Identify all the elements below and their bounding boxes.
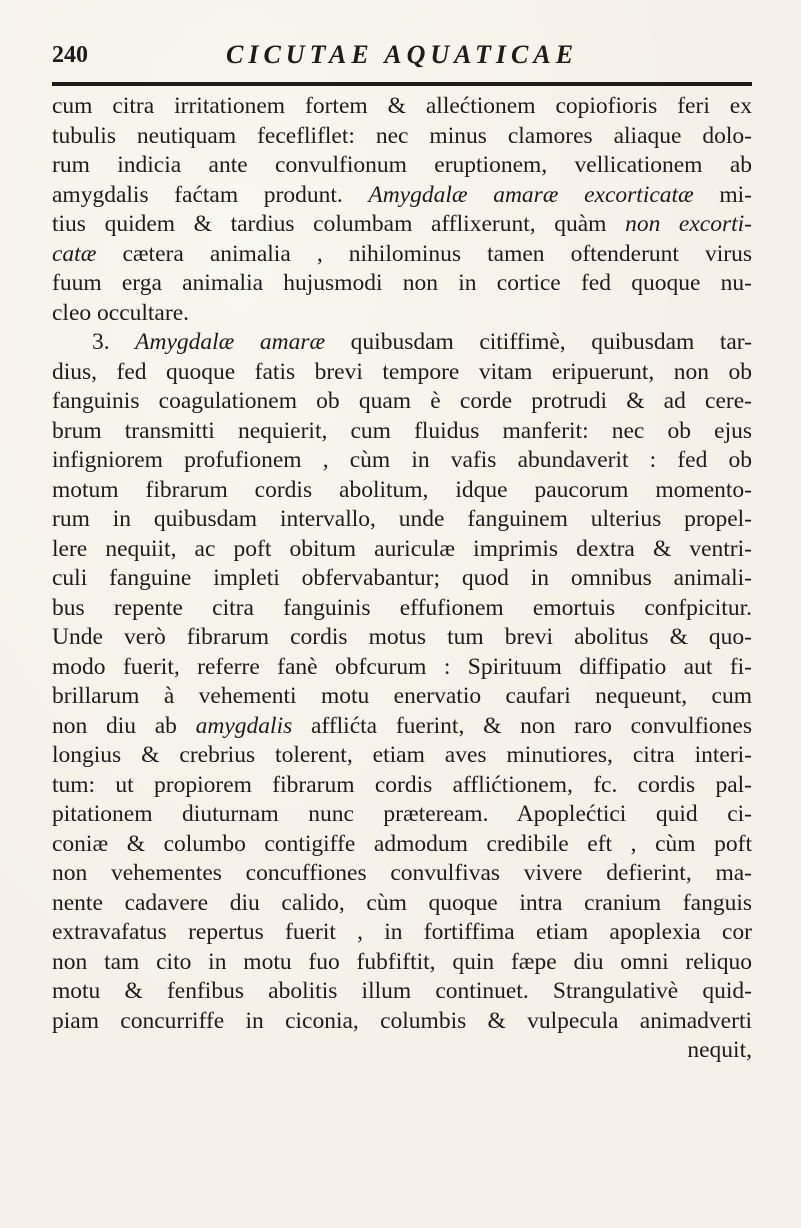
text-line: brum transmitti nequierit, cum fluidus manferit: nec ob ejus: [52, 417, 752, 444]
catchword: nequit,: [687, 1037, 752, 1063]
text-line: lere nequiit, ac poft obitum auriculæ imprimis dextra & ventri-: [52, 535, 752, 562]
running-title: CICUTAE AQUATICAE: [226, 40, 579, 69]
text-line: tubulis neutiquam fecefliflet: nec minus clamores aliaque dolo-: [52, 122, 752, 149]
text-line: nente cadavere diu calido, cùm quoque intra cranium fanguis: [52, 889, 752, 916]
text-line: non vehementes concuffiones convulfivas vivere defierint, ma-: [52, 860, 752, 886]
text-line: rum in quibusdam intervallo, unde fanguinem ulterius propel-: [52, 506, 752, 532]
text-line: rum indicia ante convulfionum eruptionem, vellicationem ab: [52, 152, 752, 178]
text-line: dius, fed quoque fatis brevi tempore vitam eripuerunt, non ob: [52, 358, 752, 385]
text-line: non tam cito in motu fuo fubfiftit, quin fæpe diu omni reliquo: [52, 948, 752, 975]
text-line: brillarum à vehementi motu enervatio caufari nequeunt, cum: [52, 683, 752, 709]
text-line: non diu ab amygdalis afflićta fuerint, & non raro convulfiones: [52, 712, 752, 739]
text-line: amygdalis faćtam produnt. Amygdalæ amaræ excorticatæ mi-: [52, 181, 752, 208]
text-line: pitationem diuturnam nunc præteream. Apoplećtici quid ci-: [52, 801, 752, 827]
text-line: motum fibrarum cordis abolitum, idque paucorum momento-: [52, 476, 752, 503]
text-line: culi fanguine impleti obfervabantur; quod in omnibus animali-: [52, 565, 752, 591]
text-line: catæ cætera animalia , nihilominus tamen oftenderunt virus: [52, 240, 752, 267]
text-line: tum: ut propiorem fibrarum cordis afflićtionem, fc. cordis pal-: [52, 771, 752, 798]
text-line: modo fuerit, referre fanè obfcurum : Spirituum diffipatio aut fi-: [52, 653, 752, 680]
italic-term: amygdalis: [195, 712, 293, 739]
page-header: [52, 40, 742, 76]
text-line: cum citra irritationem fortem & allećtionem copiofioris feri ex: [52, 93, 752, 119]
text-line: 3. Amygdalæ amaræ quibusdam citiffimè, quibusdam tar-: [92, 329, 752, 355]
page-number: 240: [52, 42, 88, 68]
text-line: piam concurriffe in ciconia, columbis & vulpecula animadverti: [52, 1007, 752, 1034]
text-line: tius quidem & tardius columbam afflixerunt, quàm non excorti-: [52, 211, 752, 237]
text-line: Unde verò fibrarum cordis motus tum brevi abolitus & quo-: [52, 624, 752, 650]
header-rule: [52, 82, 752, 86]
text-line: infigniorem profufionem , cùm in vafis abundaverit : fed ob: [52, 447, 752, 473]
italic-term: Amygdalæ amaræ excorticatæ: [368, 181, 694, 208]
text-line: fanguinis coagulationem ob quam è corde protrudi & ad cere-: [52, 388, 752, 414]
italic-term: non excorti-: [625, 211, 752, 237]
text-line: bus repente citra fanguinis effufionem emortuis confpicitur.: [52, 594, 752, 621]
text-line: cleo occultare.: [52, 299, 189, 326]
text-line: extravafatus repertus fuerit , in fortiffima etiam apoplexia cor: [52, 919, 752, 945]
text-line: longius & crebrius tolerent, etiam aves minutiores, citra interi-: [52, 742, 752, 768]
body-text: [52, 92, 752, 1066]
italic-term: catæ: [52, 240, 97, 267]
italic-term: Amygdalæ amaræ: [135, 329, 326, 355]
text-line: motu & fenfibus abolitis illum continuet. Strangulativè quid-: [52, 978, 752, 1004]
text-line: coniæ & columbo contigiffe admodum credibile eft , cùm poft: [52, 830, 752, 857]
text-line: fuum erga animalia hujusmodi non in cortice fed quoque nu-: [52, 270, 752, 296]
